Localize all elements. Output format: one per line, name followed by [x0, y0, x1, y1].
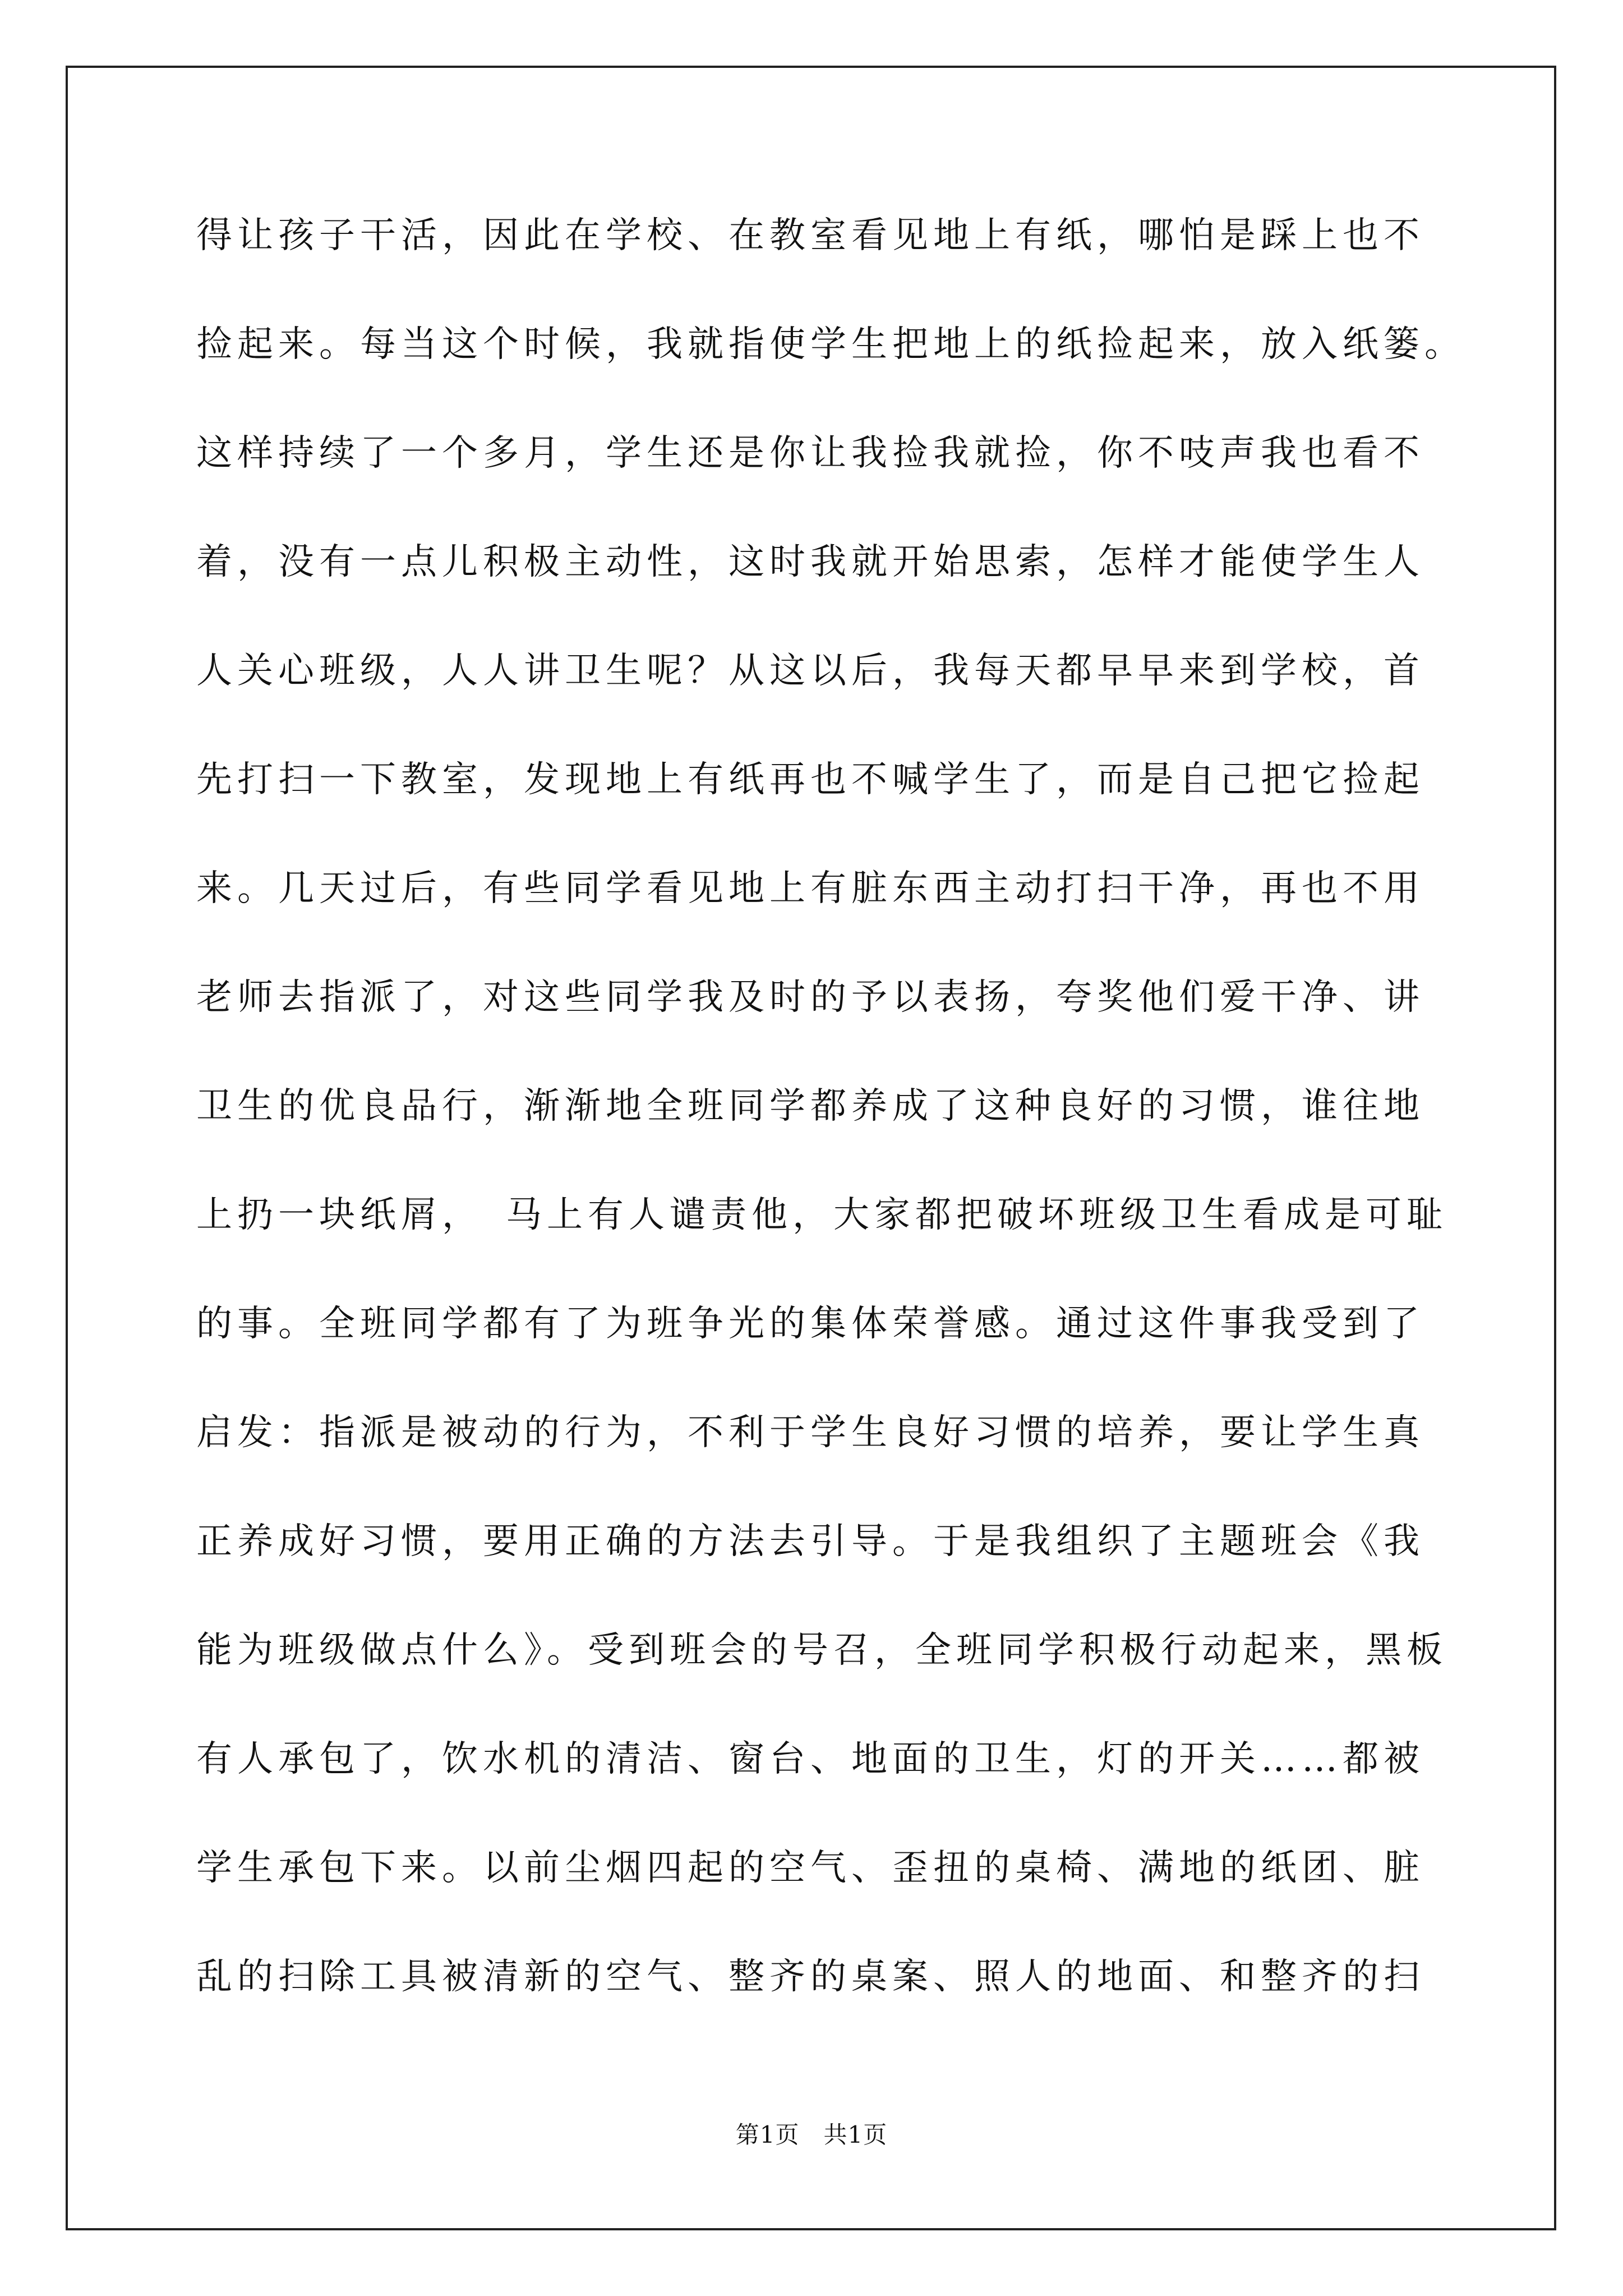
text-line: 来。几天过后，有些同学看见地上有脏东西主动打扫干净，再也不用 — [196, 868, 1424, 909]
text-line: 乱的扫除工具被清新的空气、整齐的桌案、照人的地面、和整齐的扫 — [196, 1956, 1424, 1998]
text-line: 这样持续了一个多月，学生还是你让我捡我就捡，你不吱声我也看不 — [196, 432, 1424, 474]
text-line: 捡起来。每当这个时候，我就指使学生把地上的纸捡起来，放入纸篓。 — [196, 324, 1465, 365]
text-line: 能为班级做点什么》。受到班会的号召，全班同学积极行动起来，黑板 — [196, 1630, 1447, 1671]
page-number-footer: 第1页 共1页 — [735, 2121, 888, 2148]
text-line: 卫生的优良品行，渐渐地全班同学都养成了这种良好的习惯，谁往地 — [196, 1085, 1424, 1127]
text-line: 得让孩子干活，因此在学校、在教室看见地上有纸，哪怕是踩上也不 — [196, 215, 1424, 256]
text-line: 正养成好习惯，要用正确的方法去引导。于是我组织了主题班会《我 — [196, 1521, 1424, 1562]
text-line: 先打扫一下教室，发现地上有纸再也不喊学生了，而是自己把它捡起 — [196, 759, 1424, 800]
text-line: 人关心班级，人人讲卫生呢？从这以后，我每天都早早来到学校，首 — [196, 650, 1424, 692]
text-line: 上扔一块纸屑， 马上有人谴责他，大家都把破坏班级卫生看成是可耻 — [196, 1194, 1447, 1236]
text-line: 的事。全班同学都有了为班争光的集体荣誉感。通过这件事我受到了 — [196, 1303, 1424, 1345]
text-line: 着，没有一点儿积极主动性，这时我就开始思索，怎样才能使学生人 — [196, 541, 1424, 583]
text-line: 老师去指派了，对这些同学我及时的予以表扬，夸奖他们爱干净、讲 — [196, 977, 1424, 1018]
text-line: 有人承包了，饮水机的清洁、窗台、地面的卫生，灯的开关……都被 — [196, 1738, 1424, 1780]
document-body — [196, 215, 1465, 2068]
text-line: 启发：指派是被动的行为，不利于学生良好习惯的培养，要让学生真 — [196, 1412, 1424, 1453]
text-line: 学生承包下来。以前尘烟四起的空气、歪扭的桌椅、满地的纸团、脏 — [196, 1847, 1424, 1889]
